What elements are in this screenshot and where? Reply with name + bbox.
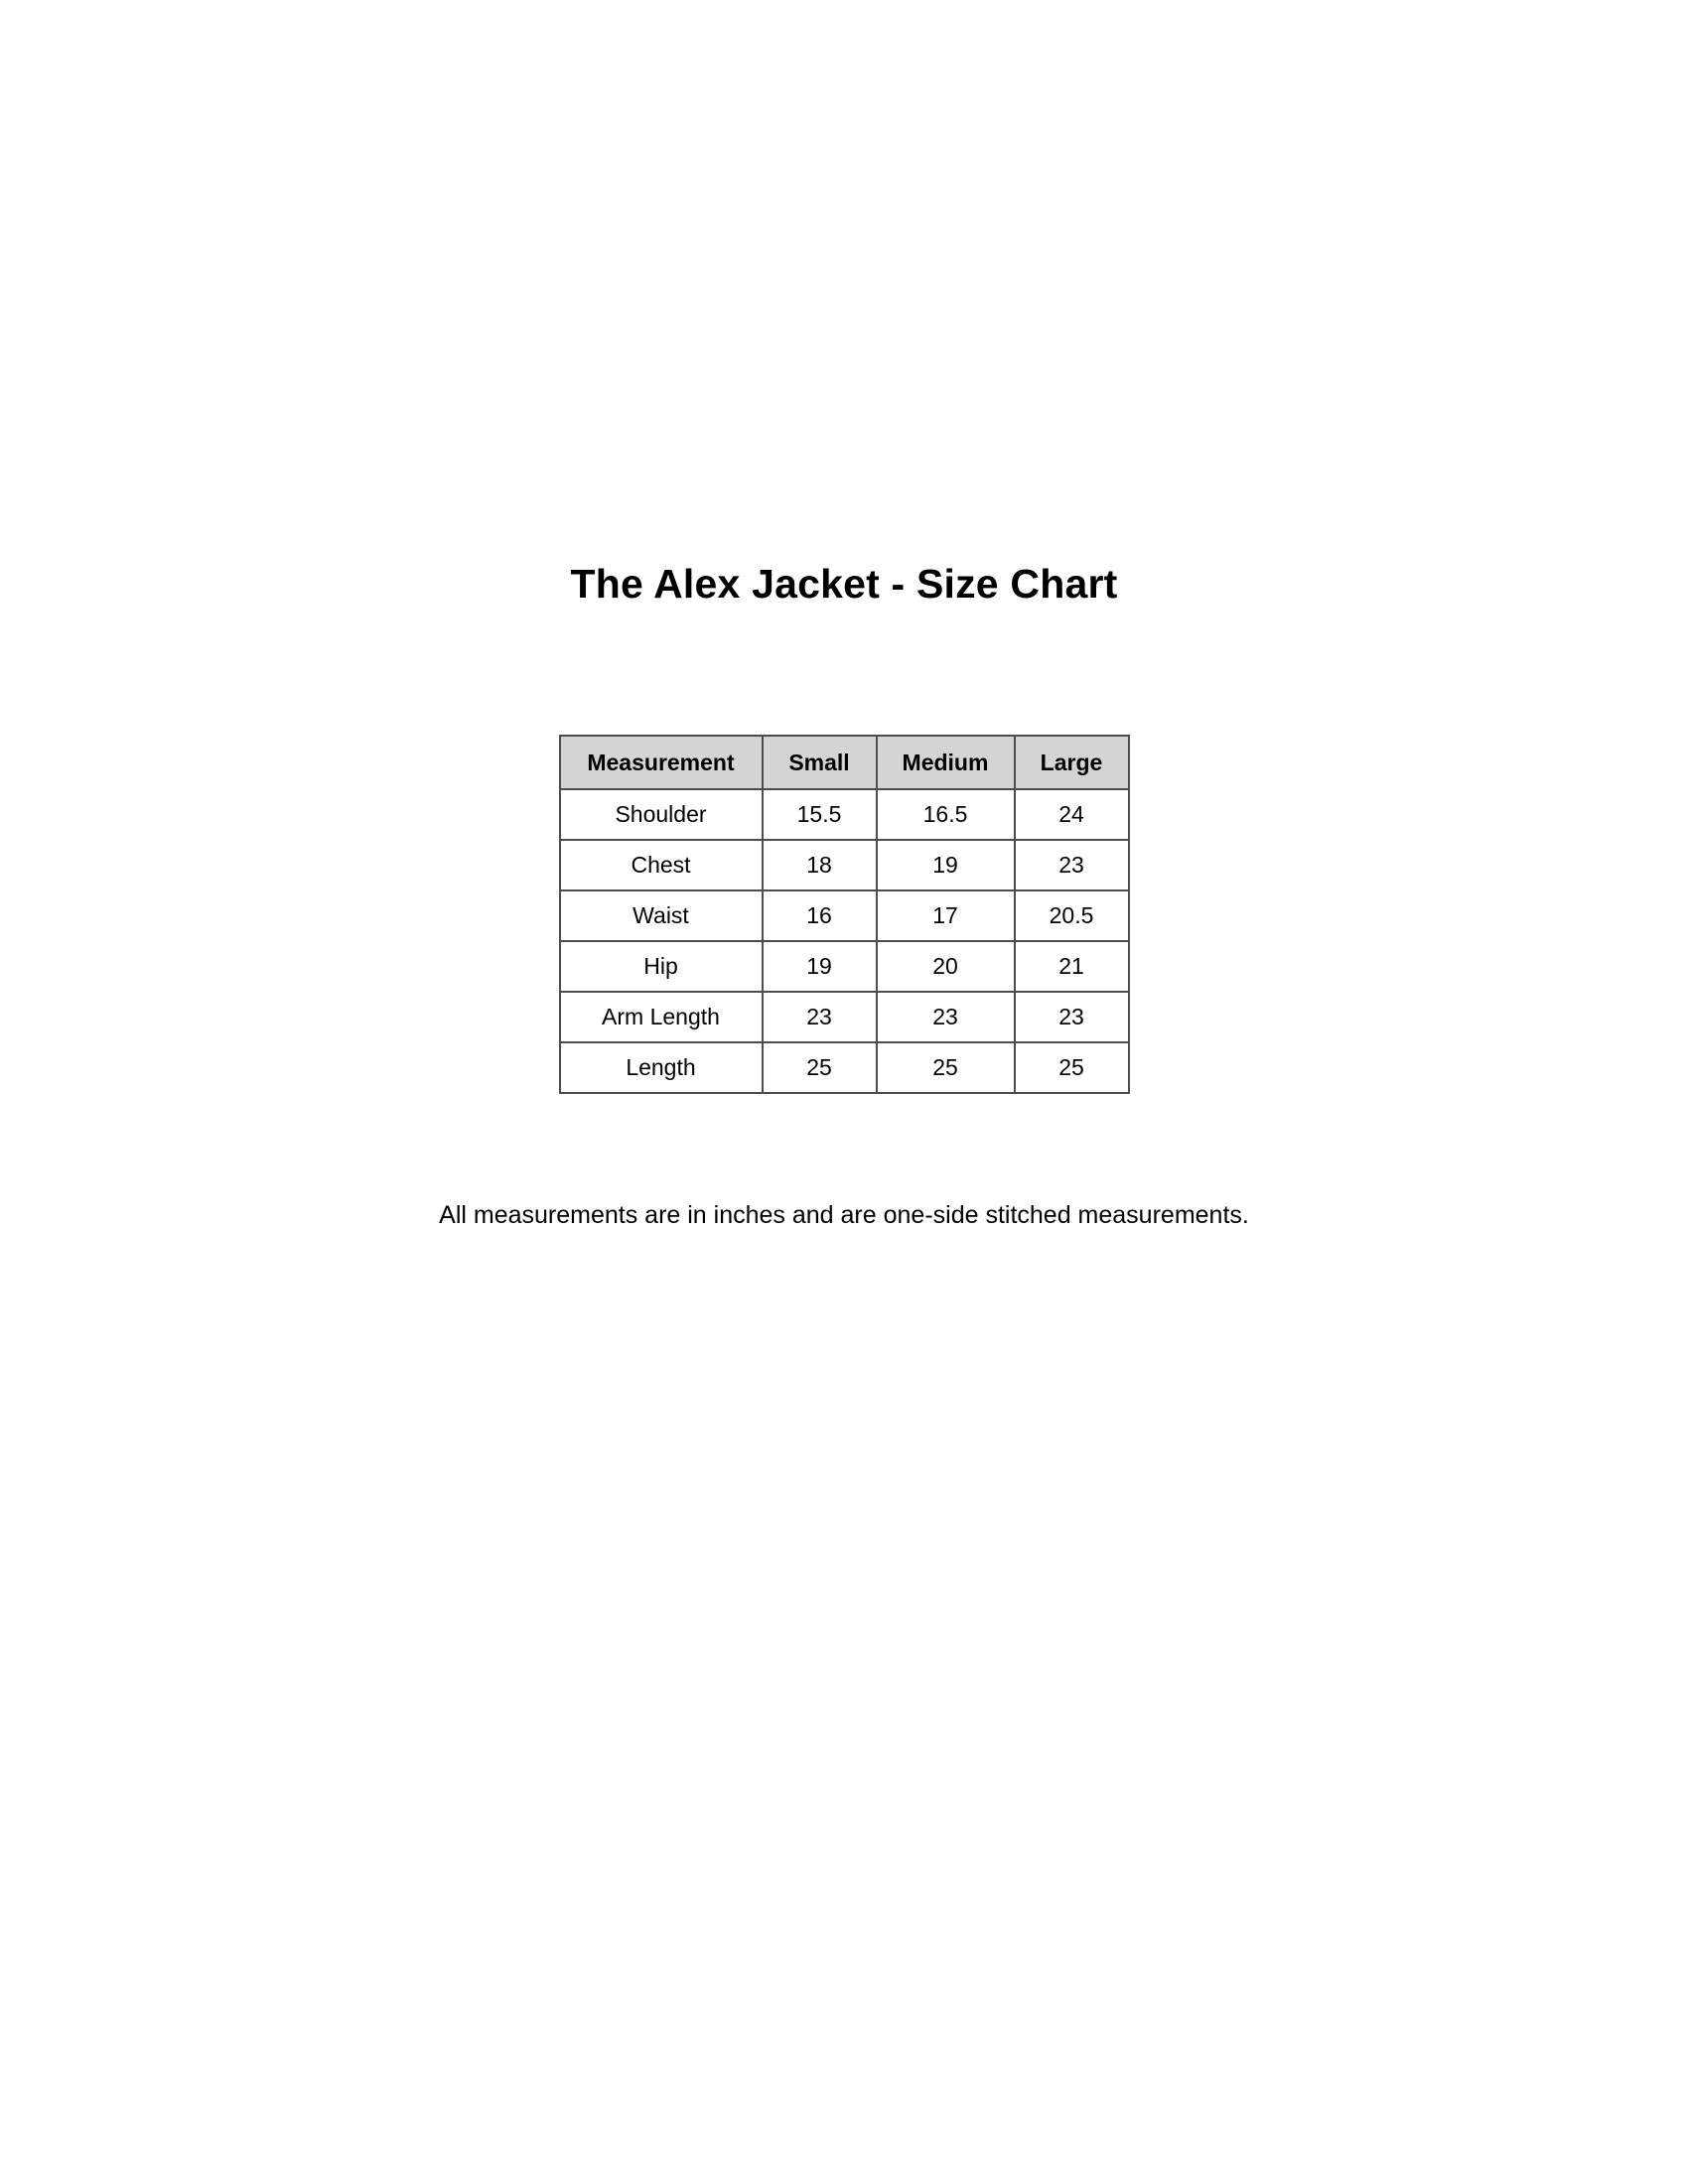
table-row xyxy=(560,941,1129,992)
cell-measurement: Chest xyxy=(560,840,763,890)
table-row xyxy=(560,1042,1129,1093)
cell-medium: 16.5 xyxy=(877,789,1015,840)
size-chart-table-container xyxy=(0,735,1688,1094)
cell-large: 23 xyxy=(1015,992,1129,1042)
cell-medium: 19 xyxy=(877,840,1015,890)
cell-large: 24 xyxy=(1015,789,1129,840)
cell-small: 16 xyxy=(763,890,877,941)
cell-large: 21 xyxy=(1015,941,1129,992)
cell-measurement: Arm Length xyxy=(560,992,763,1042)
table-row xyxy=(560,890,1129,941)
table-row xyxy=(560,789,1129,840)
table-body xyxy=(560,789,1129,1093)
cell-measurement: Shoulder xyxy=(560,789,763,840)
cell-large: 25 xyxy=(1015,1042,1129,1093)
cell-large: 23 xyxy=(1015,840,1129,890)
cell-large: 20.5 xyxy=(1015,890,1129,941)
size-chart-table xyxy=(559,735,1130,1094)
cell-medium: 20 xyxy=(877,941,1015,992)
measurements-note: All measurements are in inches and are one-side stitched measurements. xyxy=(439,1201,1249,1229)
table-header-row xyxy=(560,736,1129,789)
cell-small: 18 xyxy=(763,840,877,890)
cell-small: 15.5 xyxy=(763,789,877,840)
column-header-large: Large xyxy=(1015,736,1129,789)
cell-measurement: Length xyxy=(560,1042,763,1093)
cell-measurement: Hip xyxy=(560,941,763,992)
cell-small: 23 xyxy=(763,992,877,1042)
table-header xyxy=(560,736,1129,789)
cell-small: 25 xyxy=(763,1042,877,1093)
column-header-small: Small xyxy=(763,736,877,789)
cell-measurement: Waist xyxy=(560,890,763,941)
table-row xyxy=(560,992,1129,1042)
cell-medium: 25 xyxy=(877,1042,1015,1093)
cell-small: 19 xyxy=(763,941,877,992)
table-row xyxy=(560,840,1129,890)
cell-medium: 17 xyxy=(877,890,1015,941)
cell-medium: 23 xyxy=(877,992,1015,1042)
column-header-measurement: Measurement xyxy=(560,736,763,789)
column-header-medium: Medium xyxy=(877,736,1015,789)
page-title: The Alex Jacket - Size Chart xyxy=(570,561,1118,607)
